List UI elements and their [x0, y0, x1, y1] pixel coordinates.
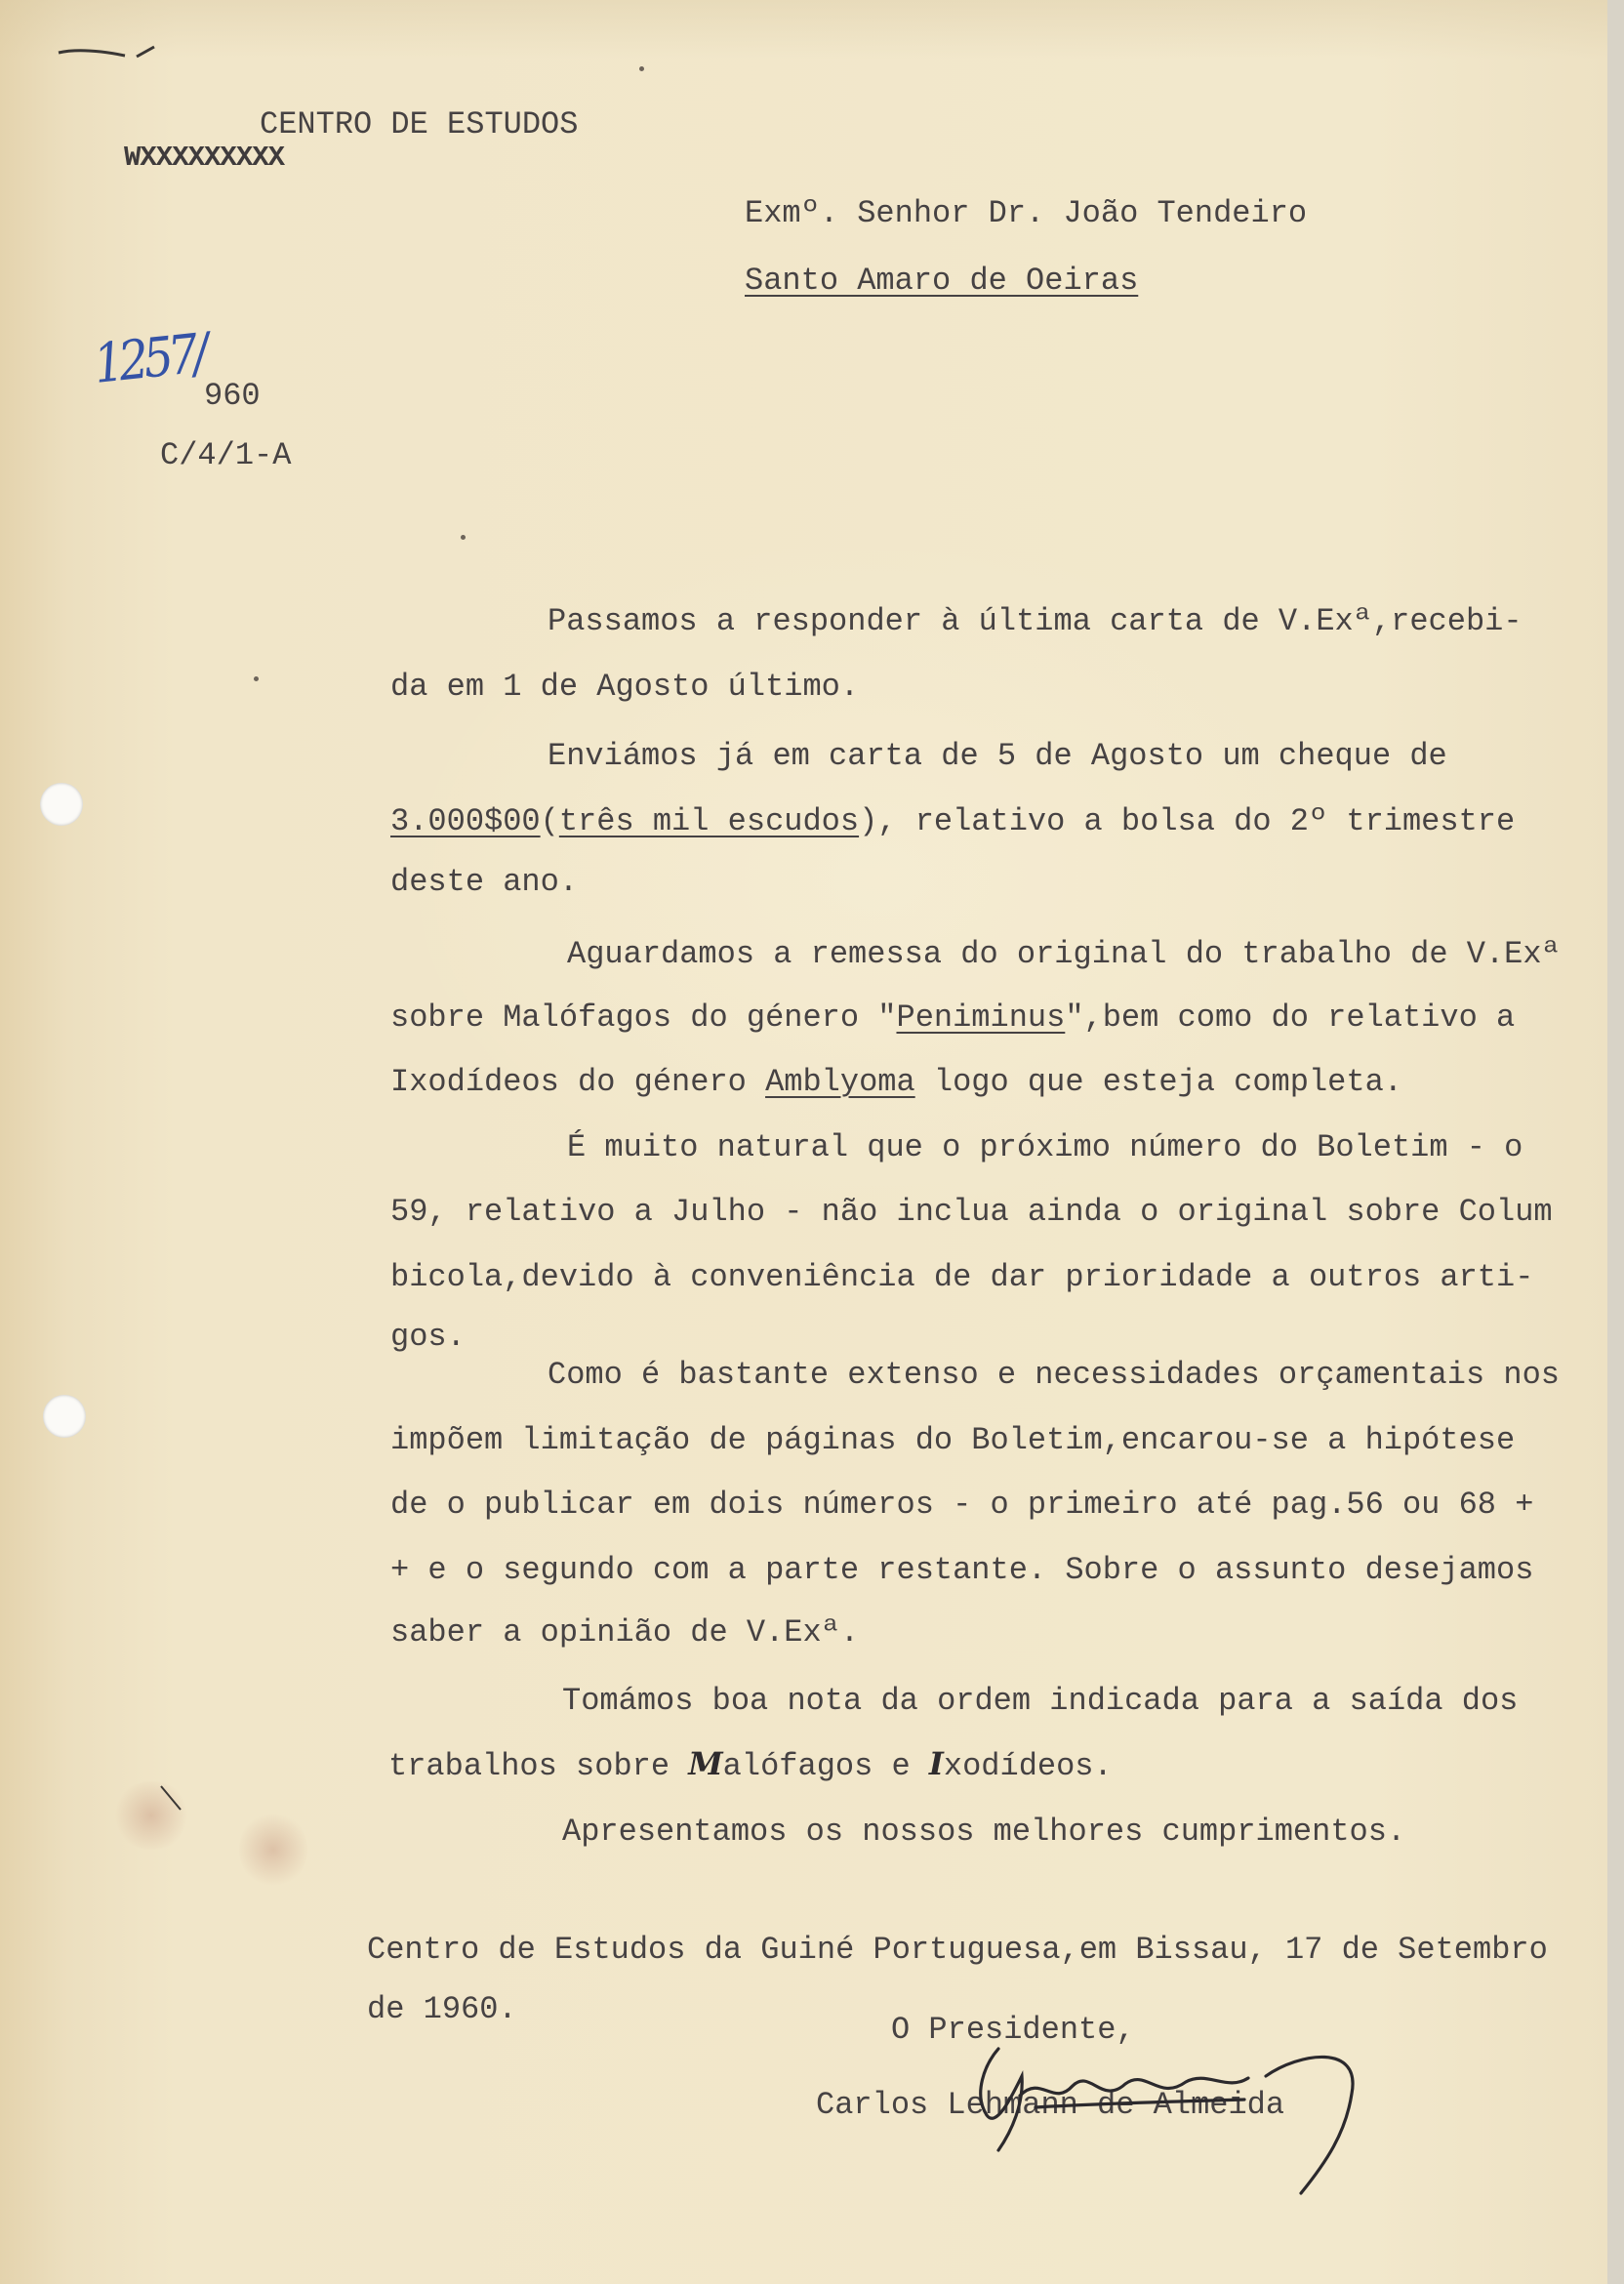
letterhead-organization: CENTRO DE ESTUDOS [260, 106, 579, 143]
body-line: bicola,devido à conveniência de dar prioridade a outros arti- [390, 1259, 1534, 1295]
punch-hole [43, 1395, 86, 1438]
body-line: saber a opinião de V.Exª. [390, 1614, 860, 1651]
line-segment: sobre Malófagos do género " [390, 999, 897, 1036]
body-line: deste ano. [390, 864, 579, 900]
handwritten-correction: I [928, 1745, 944, 1782]
line-segment: ( [540, 803, 559, 839]
signature-stroke [981, 2049, 1022, 2150]
pen-stroke [59, 51, 125, 56]
pen-mark [57, 39, 164, 68]
amount-in-words: três mil escudos [558, 803, 860, 839]
recipient-address: Santo Amaro de Oeiras [745, 263, 1139, 299]
body-line: Apresentamos os nossos melhores cumprimentos. [562, 1814, 1406, 1850]
body-line: Aguardamos a remessa do original do trabalho de V.Exª [567, 936, 1561, 972]
place-date: Centro de Estudos da Guiné Portuguesa,em Bissau, 17 de Setembro [367, 1932, 1548, 1968]
pen-stroke [137, 47, 154, 57]
pen-mark [159, 1784, 188, 1814]
line-segment: ",bem como do relativo a [1065, 999, 1516, 1036]
body-line: da em 1 de Agosto último. [390, 669, 860, 705]
signature-stroke [1020, 2078, 1248, 2096]
body-line: de o publicar em dois números - o primeiro até pag.56 ou 68 + [390, 1487, 1534, 1523]
paper-speck [461, 535, 466, 540]
paper-shading [0, 0, 1607, 59]
line-segment: ), relativo a bolsa do 2º trimestre [859, 803, 1516, 839]
body-line: Como é bastante extenso e necessidades orçamentais nos [548, 1357, 1560, 1393]
body-line: Passamos a responder à última carta de V.Exª,recebi- [548, 603, 1522, 639]
genus-name-amblyoma: Amblyoma [765, 1064, 915, 1100]
body-line [390, 999, 1515, 1038]
paper-speck [254, 676, 259, 681]
body-line [390, 1063, 1402, 1102]
line-segment: alófagos e [722, 1748, 929, 1784]
line-segment: xodídeos. [943, 1748, 1113, 1784]
place-date-continued: de 1960. [367, 1991, 517, 2027]
body-line [388, 1744, 1113, 1786]
stain [239, 1811, 307, 1889]
paper-speck [639, 66, 644, 71]
body-line: Tomámos boa nota da ordem indicada para a saída dos [562, 1683, 1519, 1719]
line-segment: trabalhos sobre [388, 1748, 689, 1784]
file-code: C/4/1-A [160, 437, 292, 473]
signature-stroke [1266, 2057, 1353, 2193]
genus-name-peniminus: Peniminus [896, 999, 1066, 1036]
letterhead-struck-out: WXXXXXXXXX [124, 142, 285, 174]
cheque-amount: 3.000$00 [390, 803, 541, 839]
punch-hole [40, 783, 83, 826]
recipient-name: Exmº. Senhor Dr. João Tendeiro [745, 195, 1308, 231]
handwritten-reference-number: 1257/ [91, 321, 208, 396]
body-line [390, 802, 1515, 841]
pen-stroke [161, 1786, 181, 1810]
signature-stroke [1035, 2100, 1244, 2107]
body-line: 59, relativo a Julho - não inclua ainda o original sobre Colum [390, 1194, 1553, 1230]
line-segment: Ixodídeos do género [390, 1064, 766, 1100]
signatory-name: Carlos Lehmann de Almeida [816, 2087, 1285, 2123]
line-segment: logo que esteja completa. [914, 1064, 1402, 1100]
body-line: Enviámos já em carta de 5 de Agosto um cheque de [548, 738, 1447, 774]
body-line: gos. [390, 1319, 466, 1355]
body-line: É muito natural que o próximo número do Boletim - o [567, 1129, 1523, 1165]
signature [952, 2035, 1361, 2196]
reference-year: 960 [204, 378, 261, 414]
handwritten-correction: M [688, 1745, 723, 1782]
signatory-title: O Presidente, [891, 2012, 1135, 2048]
body-line: + e o segundo com a parte restante. Sobre o assunto desejamos [390, 1552, 1534, 1588]
body-line: impõem limitação de páginas do Boletim,encarou-se a hipótese [390, 1422, 1516, 1458]
